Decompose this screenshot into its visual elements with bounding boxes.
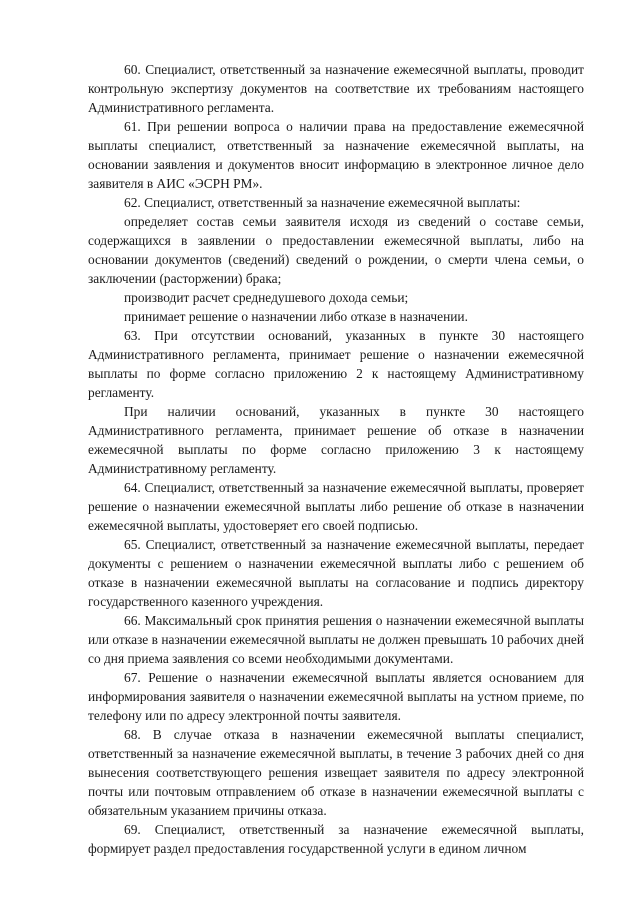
document-page (88, 60, 584, 858)
paragraph-63-refusal: При наличии оснований, указанных в пункте 30 настоящего Административного регламента, принимает решение об отказе в назначении ежемесячной выплаты по форме согласно приложению 3 к настоящему Административному регламенту. (88, 404, 584, 476)
paragraph-65: 65. Специалист, ответственный за назначение ежемесячной выплаты, передает документы с решением о назначении ежемесячной выплаты либо с решением об отказе в назначении ежемесячной выплаты на согласование и подпись директору государственного казенного учреждения. (88, 537, 584, 609)
paragraph-60: 60. Специалист, ответственный за назначение ежемесячной выплаты, проводит контрольную экспертизу документов на соответствие их требованиям настоящего Административного регламента. (88, 62, 584, 115)
paragraph-62-item-income: производит расчет среднедушевого дохода семьи; (124, 290, 409, 305)
paragraph-64: 64. Специалист, ответственный за назначение ежемесячной выплаты, проверяет решение о назначении ежемесячной выплаты либо решение об отказе в назначении ежемесячной выплаты, удостоверяет его своей подписью. (88, 480, 584, 533)
paragraph-61: 61. При решении вопроса о наличии права на предоставление ежемесячной выплаты специалист, ответственный за назначение ежемесячной выплаты, на основании заявления и документов вносит информацию в электронное личное дело заявителя в АИС «ЭСРН РМ». (88, 119, 584, 191)
paragraph-63: 63. При отсутствии оснований, указанных в пункте 30 настоящего Административного регламента, принимает решение о назначении ежемесячной выплаты по форме согласно приложению 2 к настоящему Административному регламенту. (88, 328, 584, 400)
paragraph-62-item-decision: принимает решение о назначении либо отказе в назначении. (124, 309, 468, 324)
paragraph-67: 67. Решение о назначении ежемесячной выплаты является основанием для информирования заявителя о назначении ежемесячной выплаты на устном приеме, по телефону или по адресу электронной почты заявителя. (88, 670, 584, 723)
paragraph-68: 68. В случае отказа в назначении ежемесячной выплаты специалист, ответственный за назначение ежемесячной выплаты, в течение 3 рабочих дней со дня вынесения соответствующего решения извещает заявителя по адресу электронной почты или почтовым отправлением об отказе в назначении ежемесячной выплаты с обязательным указанием причины отказа. (88, 727, 584, 818)
paragraph-66: 66. Максимальный срок принятия решения о назначении ежемесячной выплаты или отказе в назначении ежемесячной выплаты не должен превышать 10 рабочих дней со дня приема заявления со всеми необходимыми документами. (88, 613, 584, 666)
paragraph-62-item-family: определяет состав семьи заявителя исходя из сведений о составе семьи, содержащихся в заявлении о предоставлении ежемесячной выплаты, либо на основании документов (сведений) сведений о рождении, о смерти члена семьи, о заключении (расторжении) брака; (88, 214, 584, 286)
paragraph-62: 62. Специалист, ответственный за назначение ежемесячной выплаты: (124, 195, 521, 210)
paragraph-69: 69. Специалист, ответственный за назначение ежемесячной выплаты, формирует раздел предоставления государственной услуги в едином личном (88, 822, 584, 856)
